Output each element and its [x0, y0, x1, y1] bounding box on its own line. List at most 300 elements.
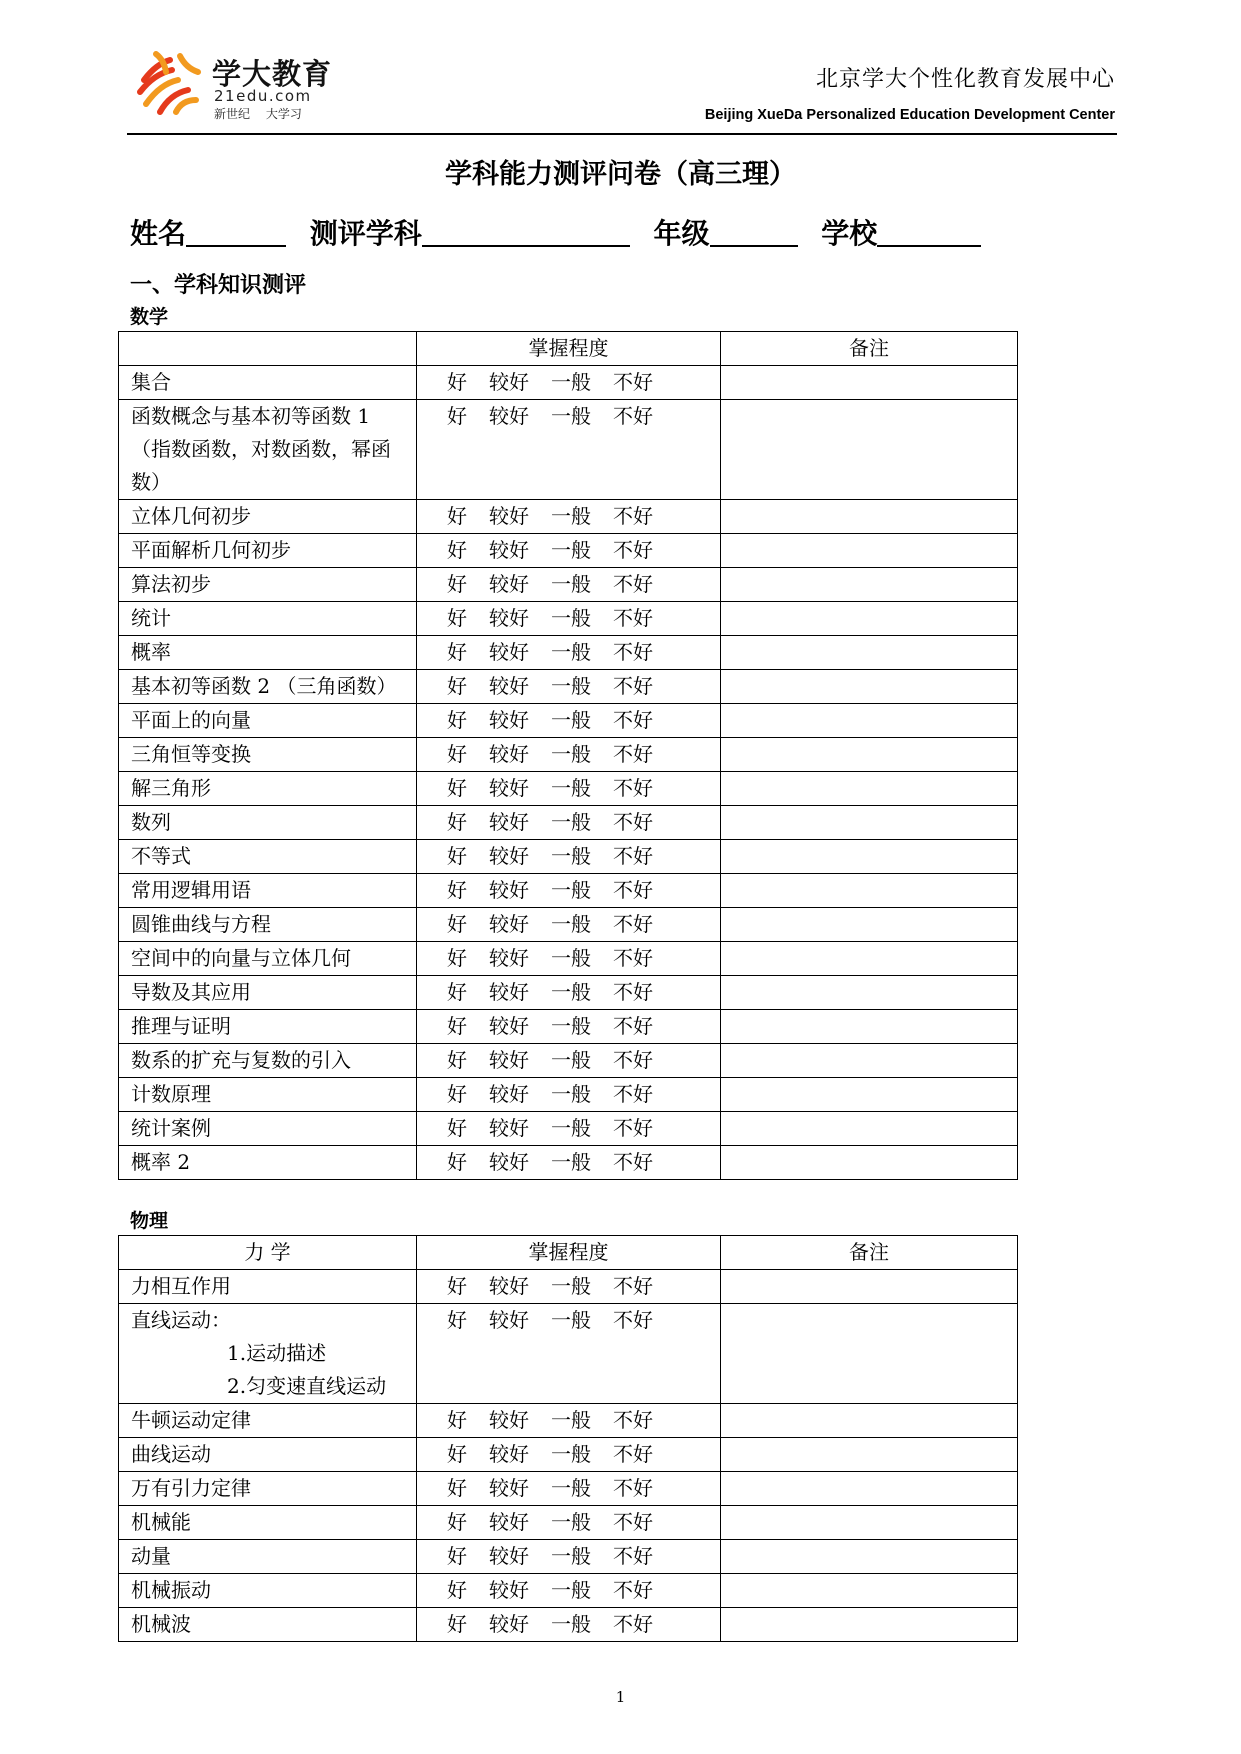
subject-label: 测评学科 — [309, 217, 422, 250]
mastery-options — [417, 1438, 721, 1472]
mastery-options — [417, 1608, 721, 1642]
table-row — [119, 806, 1018, 840]
level-fairly-good[interactable]: 较好 — [489, 1116, 529, 1140]
notes-cell[interactable] — [721, 1270, 1018, 1304]
notes-cell[interactable] — [721, 908, 1018, 942]
level-fairly-good[interactable]: 较好 — [489, 708, 529, 732]
mastery-choice-group — [447, 636, 675, 669]
mastery-options — [417, 568, 721, 602]
notes-cell[interactable] — [721, 1472, 1018, 1506]
mastery-options — [417, 636, 721, 670]
notes-cell[interactable] — [721, 1574, 1018, 1608]
level-average[interactable]: 一般 — [551, 1048, 591, 1072]
topic-cell: 数列 — [119, 806, 417, 840]
mastery-choice-group — [447, 806, 675, 839]
table-row — [119, 500, 1018, 534]
level-average[interactable]: 一般 — [551, 912, 591, 936]
level-average[interactable]: 一般 — [551, 1408, 591, 1432]
table-row — [119, 772, 1018, 806]
school-blank[interactable] — [877, 217, 981, 247]
topic-cell: 概率 — [119, 636, 417, 670]
level-poor[interactable]: 不好 — [613, 878, 653, 902]
table-row — [119, 1044, 1018, 1078]
level-fairly-good[interactable]: 较好 — [489, 1408, 529, 1432]
mastery-choice-group — [447, 1574, 675, 1607]
topic-cell — [119, 1404, 417, 1438]
mastery-choice-group — [447, 1608, 675, 1641]
level-good[interactable]: 好 — [447, 572, 467, 596]
mastery-options — [417, 1506, 721, 1540]
notes-cell[interactable] — [721, 806, 1018, 840]
table-row — [119, 840, 1018, 874]
notes-cell[interactable] — [721, 1112, 1018, 1146]
notes-cell[interactable] — [721, 500, 1018, 534]
level-good[interactable]: 好 — [447, 742, 467, 766]
topic-label: 动量 — [131, 1544, 171, 1568]
mastery-choice-group — [447, 1078, 675, 1111]
level-fairly-good[interactable]: 较好 — [489, 810, 529, 834]
notes-cell[interactable] — [721, 1540, 1018, 1574]
topic-label: 曲线运动 — [131, 1442, 211, 1466]
level-fairly-good[interactable]: 较好 — [489, 1150, 529, 1174]
level-average[interactable]: 一般 — [551, 572, 591, 596]
level-fairly-good[interactable]: 较好 — [489, 912, 529, 936]
notes-cell[interactable] — [721, 568, 1018, 602]
level-average[interactable]: 一般 — [551, 1510, 591, 1534]
table-row — [119, 738, 1018, 772]
level-good[interactable]: 好 — [447, 912, 467, 936]
table-row — [119, 874, 1018, 908]
page-number: 1 — [615, 1688, 626, 1706]
level-fairly-good[interactable]: 较好 — [489, 1442, 529, 1466]
header-mastery: 掌握程度 — [417, 1236, 721, 1270]
topic-subitem: 2.匀变速直线运动 — [227, 1374, 387, 1398]
level-good[interactable]: 好 — [447, 1308, 467, 1332]
level-fairly-good[interactable]: 较好 — [489, 674, 529, 698]
notes-cell[interactable] — [721, 1078, 1018, 1112]
topic-cell: 解三角形 — [119, 772, 417, 806]
level-average[interactable]: 一般 — [551, 708, 591, 732]
organization-name-en: Beijing XueDa Personalized Education Development Center — [704, 107, 1115, 123]
mastery-choice-group — [447, 500, 675, 533]
topic-label: 牛顿运动定律 — [131, 1408, 251, 1432]
mastery-options — [417, 500, 721, 534]
level-average[interactable]: 一般 — [551, 844, 591, 868]
topic-label: 直线运动： — [131, 1308, 231, 1332]
level-average[interactable]: 一般 — [551, 606, 591, 630]
level-fairly-good[interactable]: 较好 — [489, 404, 529, 428]
header-notes: 备注 — [721, 1236, 1018, 1270]
level-fairly-good[interactable]: 较好 — [489, 1082, 529, 1106]
mastery-options — [417, 1404, 721, 1438]
level-good[interactable]: 好 — [447, 1082, 467, 1106]
notes-cell[interactable] — [721, 602, 1018, 636]
level-poor[interactable]: 不好 — [613, 1578, 653, 1602]
topic-cell: 统计案例 — [119, 1112, 417, 1146]
level-fairly-good[interactable]: 较好 — [489, 1544, 529, 1568]
table-header-row — [119, 332, 1018, 366]
mastery-options — [417, 670, 721, 704]
mastery-choice-group — [447, 704, 675, 737]
level-poor[interactable]: 不好 — [613, 1476, 653, 1500]
school-field[interactable] — [821, 212, 981, 252]
mastery-options — [417, 1044, 721, 1078]
level-poor[interactable]: 不好 — [613, 912, 653, 936]
notes-cell[interactable] — [721, 636, 1018, 670]
level-poor[interactable]: 不好 — [613, 1048, 653, 1072]
mastery-choice-group — [447, 1404, 675, 1437]
level-average[interactable]: 一般 — [551, 1014, 591, 1038]
level-good[interactable]: 好 — [447, 980, 467, 1004]
topic-cell: 集合 — [119, 366, 417, 400]
level-poor[interactable]: 不好 — [613, 370, 653, 394]
mastery-options — [417, 840, 721, 874]
mastery-options — [417, 1010, 721, 1044]
student-info-fields — [130, 212, 995, 252]
topic-cell: 空间中的向量与立体几何 — [119, 942, 417, 976]
notes-cell[interactable] — [721, 400, 1018, 500]
topic-cell: 不等式 — [119, 840, 417, 874]
level-fairly-good[interactable]: 较好 — [489, 1014, 529, 1038]
table-row — [119, 670, 1018, 704]
table-row — [119, 400, 1018, 500]
level-average[interactable]: 一般 — [551, 878, 591, 902]
level-fairly-good[interactable]: 较好 — [489, 370, 529, 394]
topic-label: 机械波 — [131, 1612, 191, 1636]
level-good[interactable]: 好 — [447, 1014, 467, 1038]
level-fairly-good[interactable]: 较好 — [489, 1274, 529, 1298]
level-good[interactable]: 好 — [447, 1116, 467, 1140]
mastery-options — [417, 1304, 721, 1404]
level-good[interactable]: 好 — [447, 404, 467, 428]
level-poor[interactable]: 不好 — [613, 538, 653, 562]
mastery-choice-group — [447, 568, 675, 601]
subject-field[interactable] — [310, 212, 630, 252]
level-average[interactable]: 一般 — [551, 980, 591, 1004]
level-fairly-good[interactable]: 较好 — [489, 742, 529, 766]
table-row — [119, 602, 1018, 636]
table-row — [119, 1146, 1018, 1180]
level-poor[interactable]: 不好 — [613, 572, 653, 596]
notes-cell[interactable] — [721, 366, 1018, 400]
topic-cell — [119, 1438, 417, 1472]
level-fairly-good[interactable]: 较好 — [489, 572, 529, 596]
mastery-choice-group — [447, 1472, 675, 1505]
level-poor[interactable]: 不好 — [613, 844, 653, 868]
notes-cell[interactable] — [721, 1044, 1018, 1078]
table-row — [119, 1438, 1018, 1472]
level-average[interactable]: 一般 — [551, 810, 591, 834]
level-fairly-good[interactable]: 较好 — [489, 776, 529, 800]
level-fairly-good[interactable]: 较好 — [489, 878, 529, 902]
notes-cell[interactable] — [721, 534, 1018, 568]
level-average[interactable]: 一般 — [551, 1150, 591, 1174]
level-average[interactable]: 一般 — [551, 776, 591, 800]
level-average[interactable]: 一般 — [551, 1612, 591, 1636]
notes-cell[interactable] — [721, 874, 1018, 908]
mastery-choice-group — [447, 602, 675, 635]
header-mastery: 掌握程度 — [417, 332, 721, 366]
notes-cell[interactable] — [721, 976, 1018, 1010]
level-good[interactable]: 好 — [447, 1048, 467, 1072]
math-assessment-table — [118, 331, 1018, 1180]
logo-slogan: 新世纪 大学习 — [214, 107, 302, 121]
level-good[interactable]: 好 — [447, 1476, 467, 1500]
level-average[interactable]: 一般 — [551, 504, 591, 528]
header-divider — [127, 133, 1117, 135]
logo-mark-icon — [136, 50, 204, 116]
topic-cell: 数系的扩充与复数的引入 — [119, 1044, 417, 1078]
mastery-choice-group — [447, 908, 675, 941]
level-good[interactable]: 好 — [447, 1274, 467, 1298]
notes-cell[interactable] — [721, 1608, 1018, 1642]
topic-cell — [119, 1540, 417, 1574]
topic-cell: 平面上的向量 — [119, 704, 417, 738]
notes-cell[interactable] — [721, 1506, 1018, 1540]
table-row — [119, 704, 1018, 738]
level-fairly-good[interactable]: 较好 — [489, 538, 529, 562]
topic-cell — [119, 1472, 417, 1506]
level-average[interactable]: 一般 — [551, 1274, 591, 1298]
notes-cell[interactable] — [721, 1304, 1018, 1404]
table-row — [119, 568, 1018, 602]
mastery-choice-group — [447, 772, 675, 805]
organization-name-cn: 北京学大个性化教育发展中心 — [815, 67, 1115, 92]
level-poor[interactable]: 不好 — [613, 1274, 653, 1298]
physics-assessment-table — [118, 1235, 1018, 1642]
level-good[interactable]: 好 — [447, 776, 467, 800]
mastery-choice-group — [447, 976, 675, 1009]
level-fairly-good[interactable]: 较好 — [489, 504, 529, 528]
name-field[interactable] — [130, 212, 286, 252]
level-poor[interactable]: 不好 — [613, 1150, 653, 1174]
level-good[interactable]: 好 — [447, 708, 467, 732]
mastery-choice-group — [447, 366, 675, 399]
table-row — [119, 1574, 1018, 1608]
topic-cell: 算法初步 — [119, 568, 417, 602]
mastery-options — [417, 1574, 721, 1608]
topic-label: 力相互作用 — [131, 1274, 231, 1298]
logo-title: 学大教育 — [212, 57, 333, 91]
table-row — [119, 1078, 1018, 1112]
level-fairly-good[interactable]: 较好 — [489, 640, 529, 664]
name-label: 姓名 — [130, 217, 187, 250]
level-average[interactable]: 一般 — [551, 1442, 591, 1466]
mastery-choice-group — [447, 1010, 675, 1043]
mastery-options — [417, 1270, 721, 1304]
mastery-options — [417, 1472, 721, 1506]
level-average[interactable]: 一般 — [551, 1544, 591, 1568]
level-poor[interactable]: 不好 — [613, 674, 653, 698]
table-row — [119, 1540, 1018, 1574]
notes-cell[interactable] — [721, 704, 1018, 738]
level-poor[interactable]: 不好 — [613, 946, 653, 970]
topic-subitem: 1.运动描述 — [227, 1341, 327, 1365]
notes-cell[interactable] — [721, 1010, 1018, 1044]
level-good[interactable]: 好 — [447, 674, 467, 698]
mastery-options — [417, 874, 721, 908]
level-poor[interactable]: 不好 — [613, 1612, 653, 1636]
topic-cell — [119, 1574, 417, 1608]
level-poor[interactable]: 不好 — [613, 708, 653, 732]
mastery-options — [417, 1146, 721, 1180]
notes-cell[interactable] — [721, 1438, 1018, 1472]
level-good[interactable]: 好 — [447, 1150, 467, 1174]
mastery-choice-group — [447, 738, 675, 771]
notes-cell[interactable] — [721, 1404, 1018, 1438]
level-average[interactable]: 一般 — [551, 1082, 591, 1106]
table-row — [119, 1112, 1018, 1146]
topic-cell: 常用逻辑用语 — [119, 874, 417, 908]
level-average[interactable]: 一般 — [551, 370, 591, 394]
level-average[interactable]: 一般 — [551, 1116, 591, 1140]
level-poor[interactable]: 不好 — [613, 1510, 653, 1534]
mastery-choice-group — [447, 1540, 675, 1573]
level-fairly-good[interactable]: 较好 — [489, 1578, 529, 1602]
table-row — [119, 1404, 1018, 1438]
level-poor[interactable]: 不好 — [613, 1116, 653, 1140]
level-fairly-good[interactable]: 较好 — [489, 1612, 529, 1636]
level-fairly-good[interactable]: 较好 — [489, 1476, 529, 1500]
header-topic — [119, 332, 417, 366]
mastery-options — [417, 1112, 721, 1146]
level-poor[interactable]: 不好 — [613, 810, 653, 834]
level-good[interactable]: 好 — [447, 370, 467, 394]
level-fairly-good[interactable]: 较好 — [489, 606, 529, 630]
level-average[interactable]: 一般 — [551, 640, 591, 664]
mastery-options — [417, 400, 721, 500]
mastery-choice-group — [447, 670, 675, 703]
document-title: 学科能力测评问卷（高三理） — [445, 159, 796, 190]
xueda-logo — [136, 50, 336, 121]
topic-cell: 基本初等函数 2 （三角函数） — [119, 670, 417, 704]
notes-cell[interactable] — [721, 1146, 1018, 1180]
header-topic: 力 学 — [119, 1236, 417, 1270]
table-row — [119, 942, 1018, 976]
mastery-choice-group — [447, 1146, 675, 1179]
level-fairly-good[interactable]: 较好 — [489, 1510, 529, 1534]
level-good[interactable]: 好 — [447, 538, 467, 562]
topic-cell: 统计 — [119, 602, 417, 636]
notes-cell[interactable] — [721, 942, 1018, 976]
level-good[interactable]: 好 — [447, 844, 467, 868]
name-blank[interactable] — [186, 217, 286, 247]
level-average[interactable]: 一般 — [551, 674, 591, 698]
mastery-options — [417, 602, 721, 636]
level-good[interactable]: 好 — [447, 1578, 467, 1602]
topic-cell — [119, 1270, 417, 1304]
mastery-options — [417, 704, 721, 738]
level-good[interactable]: 好 — [447, 1510, 467, 1534]
mastery-choice-group — [447, 1270, 675, 1303]
level-poor[interactable]: 不好 — [613, 404, 653, 428]
level-poor[interactable]: 不好 — [613, 776, 653, 800]
level-poor[interactable]: 不好 — [613, 1408, 653, 1432]
level-fairly-good[interactable]: 较好 — [489, 946, 529, 970]
mastery-options — [417, 1078, 721, 1112]
mastery-options — [417, 806, 721, 840]
level-poor[interactable]: 不好 — [613, 1308, 653, 1332]
table-row — [119, 1270, 1018, 1304]
level-poor[interactable]: 不好 — [613, 1544, 653, 1568]
level-poor[interactable]: 不好 — [613, 1082, 653, 1106]
level-good[interactable]: 好 — [447, 1544, 467, 1568]
level-poor[interactable]: 不好 — [613, 742, 653, 766]
level-average[interactable]: 一般 — [551, 538, 591, 562]
mastery-choice-group — [447, 534, 675, 567]
topic-label: 万有引力定律 — [131, 1476, 251, 1500]
level-average[interactable]: 一般 — [551, 1578, 591, 1602]
mastery-choice-group — [447, 942, 675, 975]
level-poor[interactable]: 不好 — [613, 1442, 653, 1466]
grade-label: 年级 — [653, 217, 710, 250]
subject-blank[interactable] — [422, 217, 630, 247]
level-poor[interactable]: 不好 — [613, 504, 653, 528]
table-row — [119, 534, 1018, 568]
level-average[interactable]: 一般 — [551, 1308, 591, 1332]
level-good[interactable]: 好 — [447, 810, 467, 834]
level-poor[interactable]: 不好 — [613, 1014, 653, 1038]
level-average[interactable]: 一般 — [551, 1476, 591, 1500]
level-good[interactable]: 好 — [447, 606, 467, 630]
level-average[interactable]: 一般 — [551, 404, 591, 428]
level-fairly-good[interactable]: 较好 — [489, 844, 529, 868]
logo-url: 21edu.com — [214, 87, 312, 105]
notes-cell[interactable] — [721, 670, 1018, 704]
level-good[interactable]: 好 — [447, 1612, 467, 1636]
math-heading: 数学 — [130, 306, 169, 328]
level-fairly-good[interactable]: 较好 — [489, 1048, 529, 1072]
topic-cell: 立体几何初步 — [119, 500, 417, 534]
level-good[interactable]: 好 — [447, 504, 467, 528]
mastery-choice-group — [447, 1112, 675, 1145]
level-average[interactable]: 一般 — [551, 742, 591, 766]
topic-cell: 三角恒等变换 — [119, 738, 417, 772]
level-good[interactable]: 好 — [447, 1442, 467, 1466]
topic-cell: 推理与证明 — [119, 1010, 417, 1044]
notes-cell[interactable] — [721, 738, 1018, 772]
level-average[interactable]: 一般 — [551, 946, 591, 970]
level-poor[interactable]: 不好 — [613, 606, 653, 630]
mastery-choice-group — [447, 1506, 675, 1539]
topic-label: 机械能 — [131, 1510, 191, 1534]
level-good[interactable]: 好 — [447, 946, 467, 970]
notes-cell[interactable] — [721, 772, 1018, 806]
physics-heading: 物理 — [130, 1210, 169, 1232]
mastery-choice-group — [447, 400, 675, 433]
level-fairly-good[interactable]: 较好 — [489, 980, 529, 1004]
level-poor[interactable]: 不好 — [613, 640, 653, 664]
mastery-options — [417, 1540, 721, 1574]
grade-field[interactable] — [654, 212, 798, 252]
level-good[interactable]: 好 — [447, 1408, 467, 1432]
level-fairly-good[interactable]: 较好 — [489, 1308, 529, 1332]
level-good[interactable]: 好 — [447, 640, 467, 664]
level-good[interactable]: 好 — [447, 878, 467, 902]
notes-cell[interactable] — [721, 840, 1018, 874]
topic-cell: 平面解析几何初步 — [119, 534, 417, 568]
mastery-options — [417, 772, 721, 806]
topic-cell — [119, 1304, 417, 1404]
topic-cell: 计数原理 — [119, 1078, 417, 1112]
topic-cell — [119, 1608, 417, 1642]
grade-blank[interactable] — [710, 217, 798, 247]
level-poor[interactable]: 不好 — [613, 980, 653, 1004]
header-notes: 备注 — [721, 332, 1018, 366]
mastery-options — [417, 976, 721, 1010]
table-row — [119, 366, 1018, 400]
section-heading: 一、学科知识测评 — [130, 273, 307, 298]
